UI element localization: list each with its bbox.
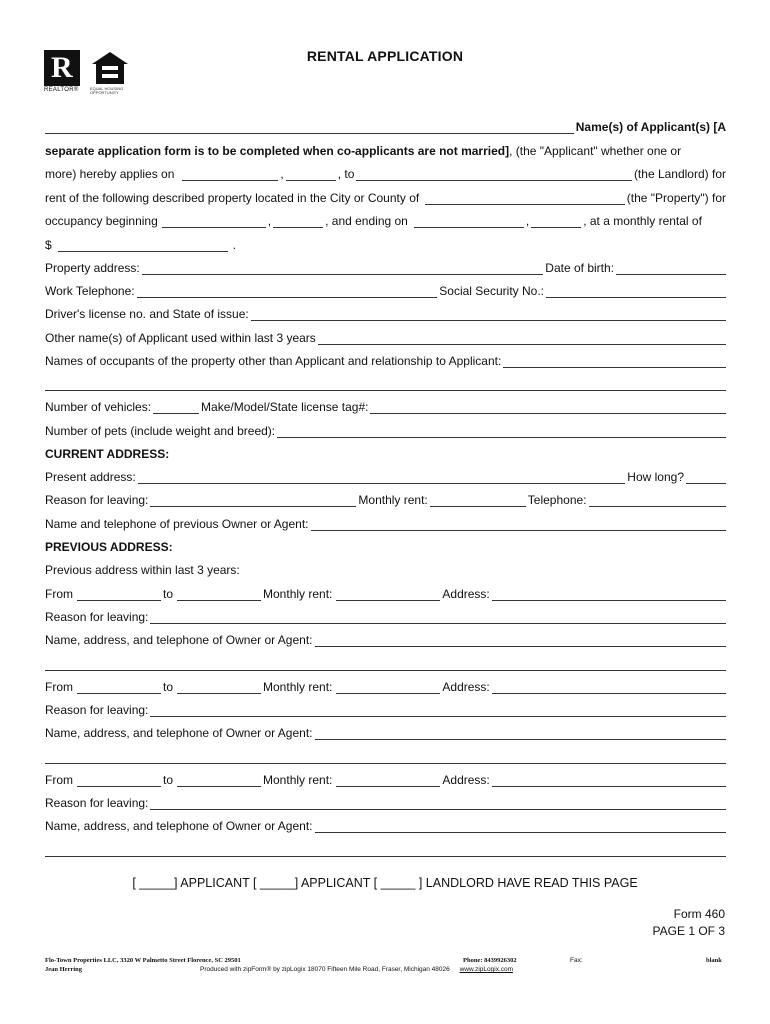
prev1-reason-line: Reason for leaving:: [45, 608, 726, 624]
footer-produced-block: [200, 965, 513, 974]
form-number: Form 460: [673, 907, 725, 921]
previous-within-line: Previous address within last 3 years:: [45, 563, 240, 577]
prev1-to-field[interactable]: [177, 589, 261, 601]
footer-blank-label: blank: [706, 957, 722, 964]
other-names-line: Other name(s) of Applicant used within last 3 years: [45, 329, 726, 345]
present-address-field[interactable]: [138, 472, 626, 484]
landlord-blank[interactable]: [356, 169, 632, 181]
prev1-rent-field[interactable]: [336, 589, 440, 601]
occupants-extra-line: [45, 375, 726, 391]
property-address-line: Property address: Date of birth:: [45, 259, 726, 275]
prev2-from-field[interactable]: [77, 682, 161, 694]
property-address-field[interactable]: [142, 263, 544, 275]
current-address-heading: CURRENT ADDRESS:: [45, 447, 170, 461]
occupants-extra-field[interactable]: [45, 379, 726, 391]
prev-owner-field[interactable]: [311, 519, 727, 531]
pets-line: Number of pets (include weight and breed):: [45, 422, 726, 438]
prev3-extra-line: [45, 841, 726, 857]
occupants-field[interactable]: [503, 356, 726, 368]
applies-year-blank[interactable]: [286, 169, 336, 181]
prev2-owner-line: Name, address, and telephone of Owner or Agent:: [45, 724, 726, 740]
prev3-extra-field[interactable]: [45, 845, 726, 857]
realtor-caption: REALTOR®: [44, 87, 79, 93]
current-reason-field[interactable]: [150, 495, 356, 507]
prev2-owner-field[interactable]: [315, 728, 727, 740]
prev3-from-field[interactable]: [77, 775, 161, 787]
how-long-field[interactable]: [686, 472, 726, 484]
names-line: Name(s) of Applicant(s) [A: [45, 118, 726, 134]
current-reason-line: Reason for leaving: Monthly rent: Telephone:: [45, 491, 726, 507]
dob-field[interactable]: [616, 263, 726, 275]
footer-produced: Produced with zipForm® by zipLogix 18070 Fifteen Mile Road, Fraser, Michigan 48026: [200, 966, 450, 973]
other-names-field[interactable]: [318, 333, 726, 345]
rental-amount-blank[interactable]: [58, 240, 228, 252]
prev2-address-field[interactable]: [492, 682, 726, 694]
applies-line: more) hereby applies on , , to (the Landlord) for: [45, 167, 726, 181]
prev1-reason-field[interactable]: [150, 612, 726, 624]
realtor-logo-icon: R: [44, 50, 80, 86]
prev3-reason-field[interactable]: [150, 798, 726, 810]
prev3-owner-field[interactable]: [315, 821, 727, 833]
city-line: rent of the following described property located in the City or County of (the "Property") for: [45, 191, 726, 205]
prev2-to-field[interactable]: [177, 682, 261, 694]
separate-line: separate application form is to be completed when co-applicants are not married] , (the "Applicant" whether one or: [45, 144, 682, 158]
prev2-from-line: From to Monthly rent: Address:: [45, 678, 726, 694]
ssn-field[interactable]: [546, 286, 726, 298]
equal-housing-caption: EQUAL HOUSING OPPORTUNITY: [90, 86, 124, 95]
occupancy-start-year-blank[interactable]: [273, 216, 323, 228]
prev2-extra-field[interactable]: [45, 752, 726, 764]
applies-date-blank[interactable]: [182, 169, 278, 181]
footer-phone: Phone: 8439926302: [463, 957, 517, 964]
vehicles-line: Number of vehicles: Make/Model/State license tag#:: [45, 398, 726, 414]
form-number-block: [653, 906, 725, 940]
prev2-extra-line: [45, 748, 726, 764]
prev1-extra-field[interactable]: [45, 659, 726, 671]
vehicles-field[interactable]: [153, 402, 199, 414]
current-rent-field[interactable]: [430, 495, 526, 507]
prev1-owner-line: Name, address, and telephone of Owner or Agent:: [45, 631, 726, 647]
occupants-line: Names of occupants of the property other than Applicant and relationship to Applicant:: [45, 352, 726, 368]
prev3-from-line: From to Monthly rent: Address:: [45, 771, 726, 787]
page-number: PAGE 1 OF 3: [652, 924, 725, 938]
prev1-owner-field[interactable]: [315, 635, 727, 647]
page-title: RENTAL APPLICATION: [306, 48, 464, 64]
footer-fax: Fax:: [570, 957, 583, 964]
make-model-field[interactable]: [370, 402, 726, 414]
prev-owner-line: Name and telephone of previous Owner or Agent:: [45, 515, 726, 531]
read-acknowledgement: [ _____] APPLICANT [ _____] APPLICANT [ _____ ] LANDLORD HAVE READ THIS PAGE: [132, 876, 638, 890]
footer-website-link[interactable]: www.zipLogix.com: [459, 966, 514, 973]
prev2-rent-field[interactable]: [336, 682, 440, 694]
prev2-reason-field[interactable]: [150, 705, 726, 717]
footer-agent: Jean Herring: [45, 966, 83, 973]
prev3-rent-field[interactable]: [336, 775, 440, 787]
occupancy-end-year-blank[interactable]: [531, 216, 581, 228]
prev1-extra-line: [45, 655, 726, 671]
prev3-owner-line: Name, address, and telephone of Owner or Agent:: [45, 817, 726, 833]
prev3-address-field[interactable]: [492, 775, 726, 787]
names-blank[interactable]: [45, 122, 574, 134]
license-field[interactable]: [251, 309, 726, 321]
occupancy-end-blank[interactable]: [414, 216, 524, 228]
prev2-reason-line: Reason for leaving:: [45, 701, 726, 717]
prev3-reason-line: Reason for leaving:: [45, 794, 726, 810]
previous-address-heading: PREVIOUS ADDRESS:: [45, 540, 173, 554]
prev1-from-line: From to Monthly rent: Address:: [45, 585, 726, 601]
pets-field[interactable]: [277, 426, 726, 438]
work-telephone-line: Work Telephone: Social Security No.:: [45, 282, 726, 298]
work-telephone-field[interactable]: [137, 286, 438, 298]
current-telephone-field[interactable]: [589, 495, 727, 507]
footer-company: Flo-Town Properties LLC, 3320 W Palmetto Street Florence, SC 29501: [45, 957, 241, 964]
present-address-line: Present address: How long?: [45, 468, 726, 484]
occupancy-line: occupancy beginning , , and ending on , , at a monthly rental of: [45, 214, 702, 228]
prev3-to-field[interactable]: [177, 775, 261, 787]
rental-amount-line: $ .: [45, 238, 237, 252]
license-line: Driver's license no. and State of issue:: [45, 305, 726, 321]
city-blank[interactable]: [425, 193, 625, 205]
prev1-from-field[interactable]: [77, 589, 161, 601]
occupancy-start-blank[interactable]: [162, 216, 266, 228]
prev1-address-field[interactable]: [492, 589, 726, 601]
